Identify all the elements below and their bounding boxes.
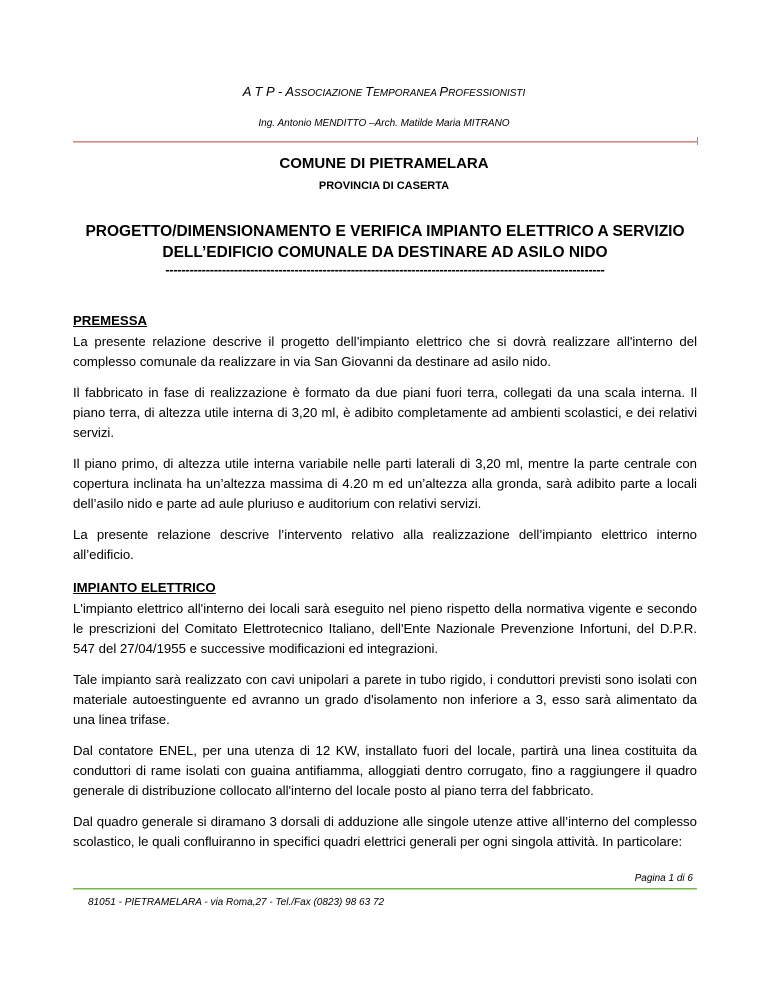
firm-acronym: A T P - (242, 84, 286, 99)
footer-divider (73, 888, 697, 890)
provincia-subtitle: PROVINCIA DI CASERTA (318, 180, 450, 192)
document-title-line-2: DELL’EDIFICIO COMUNALE DA DESTINARE AD ASILO NIDO (162, 244, 608, 261)
comune-title: COMUNE DI PIETRAMELARA (279, 155, 489, 172)
section-title-premessa: PREMESSA (73, 313, 148, 328)
section-title-impianto-elettrico: IMPIANTO ELETTRICO (73, 580, 216, 595)
title-dash-separator: ------------------------------------------------------------------------------------------------------------- (165, 262, 605, 277)
paragraph: Tale impianto sarà realizzato con cavi unipolari a parete in tubo rigido, i conduttori previsti sono isolati con materiale autoestinguente ed avranno un grado d'isolamento non inferiore a 3, esso sarà alimentato da una linea trifase. (73, 672, 697, 727)
paragraph: Il piano primo, di altezza utile interna variabile nelle parti laterali di 3,20 ml, mentre la parte centrale con copertura inclinata ha un’altezza massima di 4.20 m ed un’altezza alla gronda, sarà adibito parte a locali dell’asilo nido e parte ad aule pluriuso e auditorium con relativi servizi. (73, 456, 697, 511)
firm-names: Ing. Antonio MENDITTO –Arch. Matilde Maria MITRANO (258, 118, 510, 129)
document-title (73, 221, 697, 263)
page-number: Pagina 1 di 6 (634, 873, 693, 884)
firm-header: A T P - ASSOCIAZIONE TEMPORANEA PROFESSIONISTI (242, 84, 526, 99)
paragraph: La presente relazione descrive il progetto dell’impianto elettrico che si dovrà realizzare all'interno del complesso comunale da realizzare in via San Giovanni da destinare ad asilo nido. (73, 334, 697, 369)
paragraph: Dal quadro generale si diramano 3 dorsali di adduzione alle singole utenze attive all’interno del complesso scolastico, le quali confluiranno in specifici quadri elettrici generali per ogni singola attività. In particolare: (73, 814, 697, 849)
document-title-line-1: PROGETTO/DIMENSIONAMENTO E VERIFICA IMPIANTO ELETTRICO A SERVIZIO (85, 223, 685, 240)
header-divider (73, 141, 697, 143)
paragraph: Dal contatore ENEL, per una utenza di 12 KW, installato fuori del locale, partirà una linea costituita da conduttori di rame isolati con guaina antifiamma, alloggiati dentro corrugato, fino a raggiungere il quadro generale di distribuzione collocato all'interno del locale posto al piano terra del fabbricato. (73, 743, 697, 798)
paragraph: La presente relazione descrive l’intervento relativo alla realizzazione dell’impianto elettrico interno all’edificio. (73, 527, 697, 562)
footer-address: 81051 - PIETRAMELARA - via Roma,27 - Tel./Fax (0823) 98 63 72 (88, 897, 385, 908)
paragraph: L'impianto elettrico all'interno dei locali sarà eseguito nel pieno rispetto della normativa vigente e secondo le prescrizioni del Comitato Elettrotecnico Italiano, dell'Ente Nazionale Prevenzione Infortuni, del D.P.R. 547 del 27/04/1955 e successive modificazioni ed integrazioni. (73, 601, 697, 656)
paragraph: Il fabbricato in fase di realizzazione è formato da due piani fuori terra, collegati da una scala interna. Il piano terra, di altezza utile interna di 3,20 ml, è adibito completamente ad ambienti scolastici, e dei relativi servizi. (73, 385, 697, 440)
document-body (73, 311, 697, 863)
